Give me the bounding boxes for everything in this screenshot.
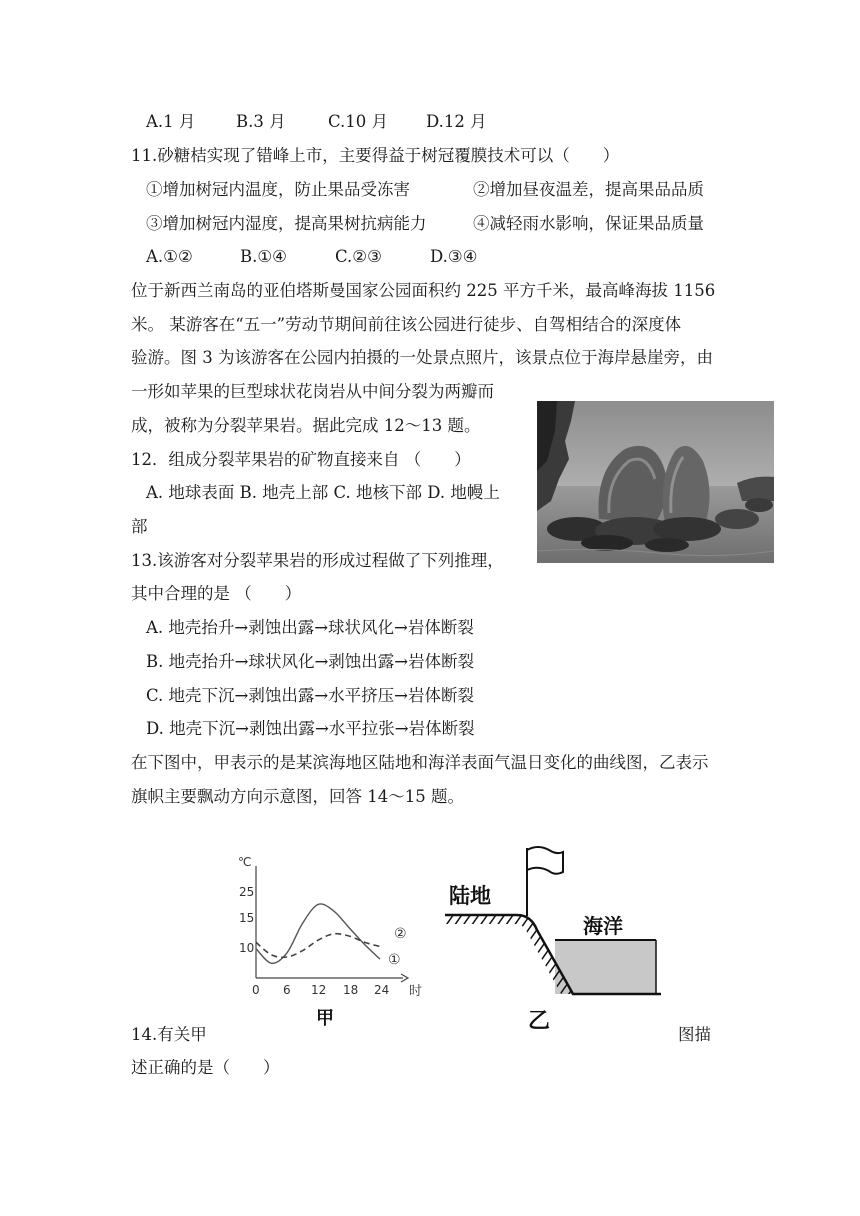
q11-option-a: A.①②	[146, 247, 193, 266]
passage1-line1: 位于新西兰南岛的亚伯塔斯曼国家公园面积约 225 平方千米，最高峰海拔 1156	[131, 281, 716, 300]
series-1-land-line	[256, 904, 380, 963]
y-tick-10: 10	[239, 941, 255, 955]
q12-options-tail: 部	[131, 517, 148, 536]
split-apple-rock-photo	[537, 401, 774, 563]
q11-statement-4: ④减轻雨水影响，保证果品质量	[473, 214, 704, 233]
q13-option-c: C. 地壳下沉→剥蚀出露→水平挤压→岩体断裂	[146, 686, 475, 705]
land-label: 陆地	[449, 884, 491, 908]
passage2-line1: 在下图中，甲表示的是某滨海地区陆地和海洋表面气温日变化的曲线图，乙表示	[131, 753, 709, 772]
q12-options: A. 地球表面 B. 地壳上部 C. 地核下部 D. 地幔上	[146, 483, 500, 502]
q13-stem-line1: 13.该游客对分裂苹果岩的形成过程做了下列推理，	[131, 551, 504, 570]
q13-option-a: A. 地壳抬升→剥蚀出露→球状风化→岩体断裂	[146, 618, 474, 637]
passage1-line2: 米。 某游客在“五一”劳动节期间前往该公园进行徒步、自驾相结合的深度体	[131, 315, 682, 334]
q11-stem: 11.砂糖桔实现了错峰上市，主要得益于树冠覆膜技术可以（ ）	[131, 146, 620, 165]
temperature-chart	[225, 850, 430, 1030]
y-unit-label: ℃	[238, 855, 252, 869]
q13-option-d: D. 地壳下沉→剥蚀出露→水平拉张→岩体断裂	[146, 719, 475, 738]
x-tick-18: 18	[343, 983, 359, 997]
y-tick-15: 15	[239, 911, 255, 925]
figure-yi-caption: 乙	[528, 1009, 551, 1034]
y-tick-25: 25	[239, 885, 255, 899]
passage1-line3: 验游。图 3 为该游客在公园内拍摄的一处景点照片，该景点位于海岸悬崖旁，由	[131, 348, 713, 367]
x-tick-6: 6	[283, 983, 291, 997]
sea-area	[555, 940, 656, 994]
x-unit-label: 时	[409, 984, 423, 999]
figure-jia	[225, 850, 430, 1030]
q11-statement-3: ③增加树冠内湿度，提高果树抗病能力	[146, 214, 427, 233]
passage1-line5: 成，被称为分裂苹果岩。据此完成 12～13 题。	[131, 416, 481, 435]
q14-stem-end: 图描	[678, 1025, 711, 1044]
q10-option-b: B.3 月	[236, 112, 286, 131]
figure-jia-caption: 甲	[316, 1008, 334, 1029]
x-tick-0: 0	[252, 983, 260, 997]
q13-option-b: B. 地壳抬升→球状风化→剥蚀出露→岩体断裂	[146, 652, 475, 671]
sea-label: 海洋	[583, 914, 623, 938]
figure-yi	[445, 840, 665, 1040]
q10-option-d: D.12 月	[426, 112, 487, 131]
q14-stem-start: 14.有关甲	[131, 1025, 207, 1044]
series-2-sea-line	[256, 934, 380, 958]
flag-icon	[527, 847, 563, 874]
q14-stem-line2: 述正确的是（ ）	[131, 1058, 280, 1077]
series-2-label: ②	[394, 926, 407, 942]
q11-statement-2: ②增加昼夜温差，提高果品品质	[473, 180, 704, 199]
series-1-label: ①	[388, 952, 401, 968]
passage2-line2: 旗帜主要飘动方向示意图，回答 14～15 题。	[131, 787, 464, 806]
q10-option-c: C.10 月	[328, 112, 389, 131]
q13-stem-line2: 其中合理的是 （ ）	[131, 584, 302, 603]
q11-option-d: D.③④	[430, 247, 478, 266]
x-tick-12: 12	[311, 983, 327, 997]
coast-hatching	[445, 915, 573, 994]
q10-option-a: A.1 月	[146, 112, 196, 131]
q11-option-c: C.②③	[335, 247, 382, 266]
q11-option-b: B.①④	[240, 247, 287, 266]
passage1-line4: 一形如苹果的巨型球状花岗岩从中间分裂为两瓣而	[131, 382, 494, 401]
q11-statement-1: ①增加树冠内温度，防止果品受冻害	[146, 180, 410, 199]
q12-stem: 12．组成分裂苹果岩的矿物直接来自 （ ）	[131, 450, 471, 469]
x-tick-24: 24	[374, 983, 390, 997]
